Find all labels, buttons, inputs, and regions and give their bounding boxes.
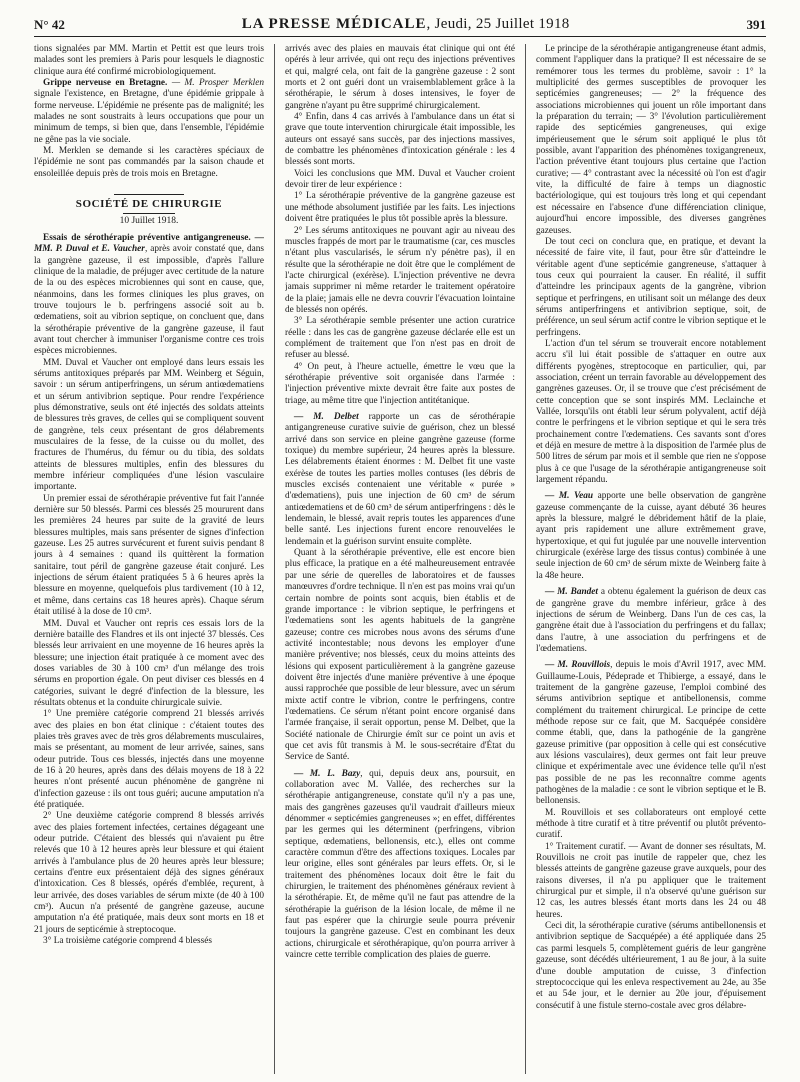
paragraph: 3° La troisième catégorie comprend 4 blessés (43, 936, 212, 947)
report-text: signale l'existence, en Bretagne, d'une épidémie grippale à forme nerveuse. L'épidémie ne présente pas de malignité; les malades ne sont soustraits à leurs occupations que pour un minimum de temps, si bien que, dans l'ensemble, l'épidémie ne gêne pas la vie sociale. (34, 89, 264, 145)
page-header (34, 10, 766, 37)
report-author: — M. Bandet (545, 587, 598, 598)
paragraph: 1° Traitement curatif. — Avant de donner ses résultats, M. Rouvillois ne croit pas inutile de rappeler que, chez les blessés atteints de gangrène gazeuse grave auxquels, pour des raisons diverses, il n'a pu appliquer que le traitement chirurgical pur et simple, il n'a observé qu'une guérison sur 12 cas, les autres blessés étant morts dans les 24 ou 48 heures. (536, 841, 766, 920)
section-date: 10 Juillet 1918. (119, 216, 179, 227)
report-text: apporte une belle observation de gangrène gazeuse commençante de la cuisse, ayant débuté 36 heures après la blessure, malgré le débridement hâtif de la plaie, ayant pris rapidement une allure extrêmement grave, hypertoxique, et qui fut jugulée par une nouvelle intervention chirurgicale (exérèse large des tissus contus) combinée à une seule injection de 60 cm³ de sérum mixte de Weinberg faite à la 48e heure. (536, 491, 766, 581)
paragraph: 1° Une première catégorie comprend 21 blessés arrivés avec des plaies en bon état clinique : c'étaient toutes des plaies très graves avec de très gros délabrements musculaires, mais se présentant, au moment de leur arrivée, saines, sans odeur putride. Tous ces blessés, injectés dans une moyenne de 16 à 20 heures, après dans des délais moyens de 18 à 22 heures n'ont présenté aucun phénomène de gangrène ni d'infection gazeuse : ils ont tous guéri; aucune amputation n'a été pratiquée. (34, 709, 264, 810)
issue-date: , Jeudi, 25 Juillet 1918 (426, 16, 570, 32)
delbet-paragraph (285, 412, 515, 548)
paragraph: MM. Duval et Vaucher ont employé dans leurs essais les sérums antitoxiques préparés par MM. Weinberg et Séguin, savoir : un sérum antiperfringens, un sérum antiœdematiens et un sérum antivibrion septique. Pour rendre l'expérience plus démonstrative, seuls ont été injectés des soldats atteints de blessures très graves, de celles qui se compliquent souvent de gangrène, tels ceux présentant de gros délabrements musculaires de la fesse, de la cuisse ou du mollet, des fractures de l'humérus, du fémur ou du tibia, des soldats atteints de blessures multiples, enfin des blessures du membre inférieur compliquées d'une lésion vasculaire importante. (34, 357, 264, 493)
column-1 (34, 44, 264, 1074)
masthead (242, 16, 570, 36)
essais-paragraph (34, 233, 264, 358)
journal-title: LA PRESSE MÉDICALE (241, 16, 427, 32)
report-author: — M. L. Bazy (294, 768, 361, 779)
paragraph: De tout ceci on conclura que, en pratique, et devant la nécessité de faire vite, il faut, pour être sûr d'atteindre le véritable agent d'une septicémie gangreneuse, s'attaquer à tous ceux qui pourraient la causer. En réalité, il suffit d'atteindre les principaux agents de la gangrène, vibrion septique et perfringens, en utilisant soit un mélange des deux sérums antiperfringens et antivibrion septique, soit, de préférence, un seul sérum actif contre le vibrion septique et le perfringens. (536, 236, 766, 338)
paragraph: 4° Enfin, dans 4 cas arrivés à l'ambulance dans un état si grave que toute intervention chirurgicale était impossible, les auteurs ont essayé sans succès, par des injections massives, de combattre les phénomènes d'intoxication générale : les 4 blessés sont morts. (285, 112, 515, 168)
heading-rule (123, 213, 175, 214)
section-title: SOCIÉTÉ DE CHIRURGIE (75, 198, 223, 211)
paragraph: arrivés avec des plaies en mauvais état clinique qui ont été opérés à leur arrivée, qui ont reçu des injections préventives et qui, malgré cela, ont fait de la gangrène gazeuse : 2 sont morts et 2 ont guéri dont un vraisemblablement grâce à la sérothérapie, le sérum à doses intensives, le foyer de gangrène n'ayant pu être supprimé chirurgicalement. (285, 44, 515, 111)
report-author: — M. Veau (545, 491, 594, 502)
report-text: , après avoir constaté que, dans la gangrène gazeuse, il est impossible, d'après l'allure clinique de la maladie, de préjuger avec certitude de la nature de la ou des espèces microbiennes qui sont en cause, que, néanmoins, dans les formes cliniques les plus graves, on trouve toujours le b. perfringens associé soit au b. œdematiens, soit au vibrion septique, on concluent que, dans la sérothérapie préventive de la gangrène gazeuse, il faut avant tout chercher à immuniser l'organisme contre ces trois espèces microbiennes. (34, 244, 264, 357)
report-title: Essais de sérothérapie préventive antigangreneuse. (43, 232, 251, 243)
report-title: Grippe nerveuse en Bretagne. (43, 78, 168, 89)
paragraph: M. Rouvillois et ses collaborateurs ont employé cette méthode à titre curatif et à titre préventif ou plutôt prévento-curatif. (536, 807, 766, 841)
paragraph: 2° Les sérums antitoxiques ne pouvant agir au niveau des muscles frappés de mort par le traumatisme (car, ces muscles n'étant plus vascularisés, le sérum n'y pénètre pas), il en résulte que la sérothérapie ne doit être que le complément de l'acte chirurgical (exérèse). L'injection préventive ne devra jamais supprimer ni même retarder le traitement opératoire de la plaie; jamais elle ne devra couvrir l'évacuation lointaine de blessés non opérés. (285, 225, 515, 315)
grippe-paragraph (34, 78, 264, 146)
paragraph: MM. Duval et Vaucher ont repris ces essais lors de la dernière bataille des Flandres et ils ont injecté 37 blessés. Ces blessés leur arrivaient en une moyenne de 16 heures après la blessure; une injection était pratiquée à ce moment avec des doses variables de 30 à 100 cm³ d'un mélange des trois sérums en proportion égale. On peut diviser ces blessés en 4 catégories, suivant le degré d'infection de la blessure, les résultats obtenus et la conduite chirurgicale suivie. (34, 618, 264, 708)
column-divider (274, 44, 275, 1074)
paragraph: Voici les conclusions que MM. Duval et Vaucher croient devoir tirer de leur expérience : (285, 168, 515, 191)
paragraph: M. Merklen se demande si les caractères spéciaux de l'épidémie ne sont pas commandés par la saison chaude et ensoleillée depuis près de trois mois en Bretagne. (34, 146, 264, 179)
report-text: a obtenu également la guérison de deux cas de gangrène grave du membre inférieur, grâce à des injections de sérum de Weinberg. Dans l'un de ces cas, la gangrène était due à l'association du perfringens et du fallax; dans l'autre, à une association du perfringens et de l'œdematiens. (536, 587, 766, 654)
paragraph: Un premier essai de sérothérapie préventive fut fait l'année dernière sur 50 blessés. Parmi ces blessés 25 moururent dans les premières 24 heures par suite de la gravité de leurs blessures multiples, mais sans présenter de signes d'infection gazeuse. Les 25 autres survécurent et furent suivis pendant 8 jours à 4 semaines : quand ils quittèrent la formation sanitaire, tout péril de gangrène gazeuse était conjuré. Les injections de sérum étaient pratiquées 5 à 6 heures après la blessure en moyenne, quelquefois plus tardivement (10 à 12, et même, dans certains cas 18 heures après). Chaque sérum était utilisé à la dose de 10 cm³. (34, 493, 264, 618)
report-author: — M. Prosper Merklen (171, 78, 264, 89)
paragraph: 2° Une deuxième catégorie comprend 8 blessés arrivés avec des plaies fortement infectées, certaines dégageant une odeur putride. C'étaient des blessés qui n'avaient pu être relevés que 10 à 12 heures après leur blessure et qui étaient arrivés à l'ambulance plus de 20 heures après leur blessure; certains d'entre eux présentaient déjà des signes généraux d'intoxication. Ces 8 blessés, opérés d'emblée, reçurent, à leur arrivée, des doses variables de sérum mixte (de 40 à 100 cm³). Aucun n'a présenté de gangrène gazeuse, aucune amputation n'a été pratiquée, mais deux sont morts en 18 et 21 jours de septicémie à streptocoque. (34, 811, 264, 935)
report-text: , depuis le mois d'Avril 1917, avec MM. Guillaume-Louis, Pédeprade et Thibierge, a essayé, dans le traitement de la gangrène gazeuse, l'emploi combiné des sérums antivibrion septique et antibellonensis, comme complément du traitement chirurgical. Le principe de cette méthode repose sur ce fait, que M. Sacquépée considère comme établi, que, dans la pathogénie de la gangrène gazeuse primitive (par opposition à celle qui est consécutive aux lésions vasculaires), deux germes ont fait leur preuve clinique et expérimentale avec une évidence telle qu'il n'est pas possible de ne pas les reconnaître comme agents pathogènes de la maladie : ce sont le vibrion septique et le B. bellonensis. (536, 660, 766, 807)
paragraph: Quant à la sérothérapie préventive, elle est encore bien plus efficace, la pratique en a été malheureusement entravée par une série de querelles de laboratoires et de fausses manœuvres d'ordre technique. Il n'en est pas moins vrai qu'un certain nombre de points sont acquis, bien établis et de grande importance : le vibrion septique, le perfringens et l'œdematiens sont les agents habituels de la gangrène gazeuse; contre ces microbes nous avons des sérums d'une activité incontestable; nous devons les employer d'une manière préventive; nos blessés, ceux du moins atteints des lésions qui exposent particulièrement à la gangrène gazeuse doivent être injectés d'une manière préventive à une époque aussi rapprochée que possible de leur blessure, avec un sérum mixte actif contre le vibrion, contre le perfringens, contre l'œdematiens. Ce sérum n'étant point encore organisé dans l'armée française, il serait opportun, pense M. Delbet, que la Société nationale de Chirurgie émît sur ce point un avis et que cet avis fût transmis à M. le sous-secrétaire d'État du Service de Santé. (285, 548, 515, 763)
report-author: — M. Delbet (294, 412, 359, 422)
report-text: rapporte un cas de sérothérapie antigangreneuse curative suivie de guérison, chez un blessé arrivé dans son service en pleine gangrène gazeuse (forme toxique) du membre supérieur, 24 heures après la blessure. Les délabrements étaient énormes : M. Delbet fit une vaste exérèse de toutes les parties molles contuses (les débris de muscles excisés contenaient une véritable « purée » d'œdematiens), puis une injection de 60 cm³ de sérum antiœdematiens et de 60 cm³ de sérum antiperfringens : dès le lendemain, le blessé, avait repris toutes les apparences d'une belle santé. Les injections furent encore renouvelées le lendemain et la guérison survint ensuite complète. (285, 412, 515, 547)
paragraph: 1° La sérothérapie préventive de la gangrène gazeuse est une méthode absolument justifiée par les faits. Les injections doivent être pratiquées le plus tôt possible après la blessure. (285, 191, 515, 225)
column-divider (525, 44, 526, 1074)
report-author: — MM. P. Duval et E. Vaucher (34, 232, 264, 255)
paragraph: 3° La sérothérapie semble présenter une action curatrice réelle : dans les cas de gangrène gazeuse déclarée elle est un complément de traitement que l'on n'est pas en droit de refuser au blessé. (285, 316, 515, 361)
report-text: , qui, depuis deux ans, poursuit, en collaboration avec M. Vallée, des recherches sur la sérothérapie antigangreneuse, constate qu'il n'y a pas une, mais des gangrènes gazeuses qu'il vaudrait d'ailleurs mieux dénommer « septicémies gangreneuses »; en effet, différentes par les germes qui les déterminent (perfringens, vibrion septique, œdematiens, bellonensis, etc.), elles ont comme caractère commun d'être des affections toxiques. Locales par leur origine, elles sont générales par leurs effets. Or, si le traitement des phénomènes locaux doit être le fait du chirurgien, le traitement des phénomènes généraux revient à la sérothérapie. Et, de même qu'il ne faut pas attendre de la sérothérapie la guérison de la lésion locale, de même il ne faut pas espérer que la chirurgie seule pourra prévenir toujours la gangrène gazeuse. C'est en combinant les deux actions, chirurgicale et sérothérapique, qu'on pourra arriver à vaincre cette terrible complication des plaies de guerre. (285, 768, 515, 961)
issue-number: N° 42 (34, 17, 65, 32)
paragraph: tions signalées par MM. Martin et Pettit est que leurs trois malades sont les premiers à Paris pour lesquels le diagnostic clinique aura été confirmé microbiologiquement. (34, 44, 264, 77)
paragraph: 4° On peut, à l'heure actuelle, émettre le vœu que la sérothérapie préventive soit organisée dans l'armée : l'injection préventive mixte devrait être faite aux postes de triage, au même titre que l'injection antitétanique. (285, 361, 515, 406)
section-heading (34, 194, 264, 228)
page-number: 391 (746, 17, 766, 32)
rouvillois-paragraph (536, 660, 766, 807)
paragraph: Ceci dit, la sérothérapie curative (sérums antibellonensis et antivibrion septique de Sacquépée) a été appliquée dans 25 cas parmi lesquels 5, complètement guéris de leur gangrène gazeuse, sont décédés ultérieurement, 1 au 8e jour, à la suite d'une double amputation de cuisse, 3 d'infection streptococcique qui les enleva respectivement au 24e, au 35e et au 54e jour, et le dernier au 20e jour, d'épuisement consécutif à une fistule sterno-costale avec gros délabre- (536, 921, 766, 1011)
column-3 (536, 44, 766, 1074)
bandet-paragraph (536, 587, 766, 655)
heading-rule (114, 194, 184, 195)
paragraph: L'action d'un tel sérum se trouverait encore notablement accru s'il lui était possible de s'attaquer en outre aux différents pyogènes, streptocoque en particulier, qui, par association, créent un terrain favorable au développement des gangrènes gazeuses. Or, il se trouve que c'est précisément de cette conception que se sont inspirés MM. Leclainche et Vallée, lorsqu'ils ont établi leur sérum polyvalent, actif déjà contre le perfringens et le vibrion septique et qui le sera très prochainement contre l'œdematiens. Ces savants sont d'ores et déjà en mesure de mettre à la disposition de l'armée plus de 500 litres de sérum par mois et il semble que rien ne s'oppose plus à ce que l'usage de la sérothérapie antigangreneuse soit largement répandu. (536, 338, 766, 486)
veau-paragraph (536, 491, 766, 582)
bazy-paragraph (285, 769, 515, 962)
column-2 (285, 44, 515, 1074)
report-author: — M. Rouvillois (545, 660, 611, 671)
paragraph: Le principe de la sérothérapie antigangreneuse étant admis, comment l'appliquer dans la pratique? Il est nécessaire de se remémorer tous les termes du problème, savoir : 1° la multiplicité des germes susceptibles de provoquer les septicémies gangreneuses; — 2° la fréquence des associations microbiennes qui jouent un rôle important dans la préparation du terrain; — 3° l'évolution particulièrement rapide des septicémies gangreneuses, qui exige impérieusement que le sérum soit appliqué le plus tôt possible, avant l'apparition des phénomènes toxigangreneux, l'action préventive étant toujours plus certaine que l'action curative; — 4° contrastant avec la nécessité où l'on est d'agir vite, la difficulté de faire à temps un diagnostic bactériologique, qui est toujours très long et qui cependant est nécessaire en l'absence d'une différenciation clinique, aujourd'hui encore impossible, des diverses gangrènes gazeuses. (536, 44, 766, 236)
article-columns (34, 44, 766, 1074)
